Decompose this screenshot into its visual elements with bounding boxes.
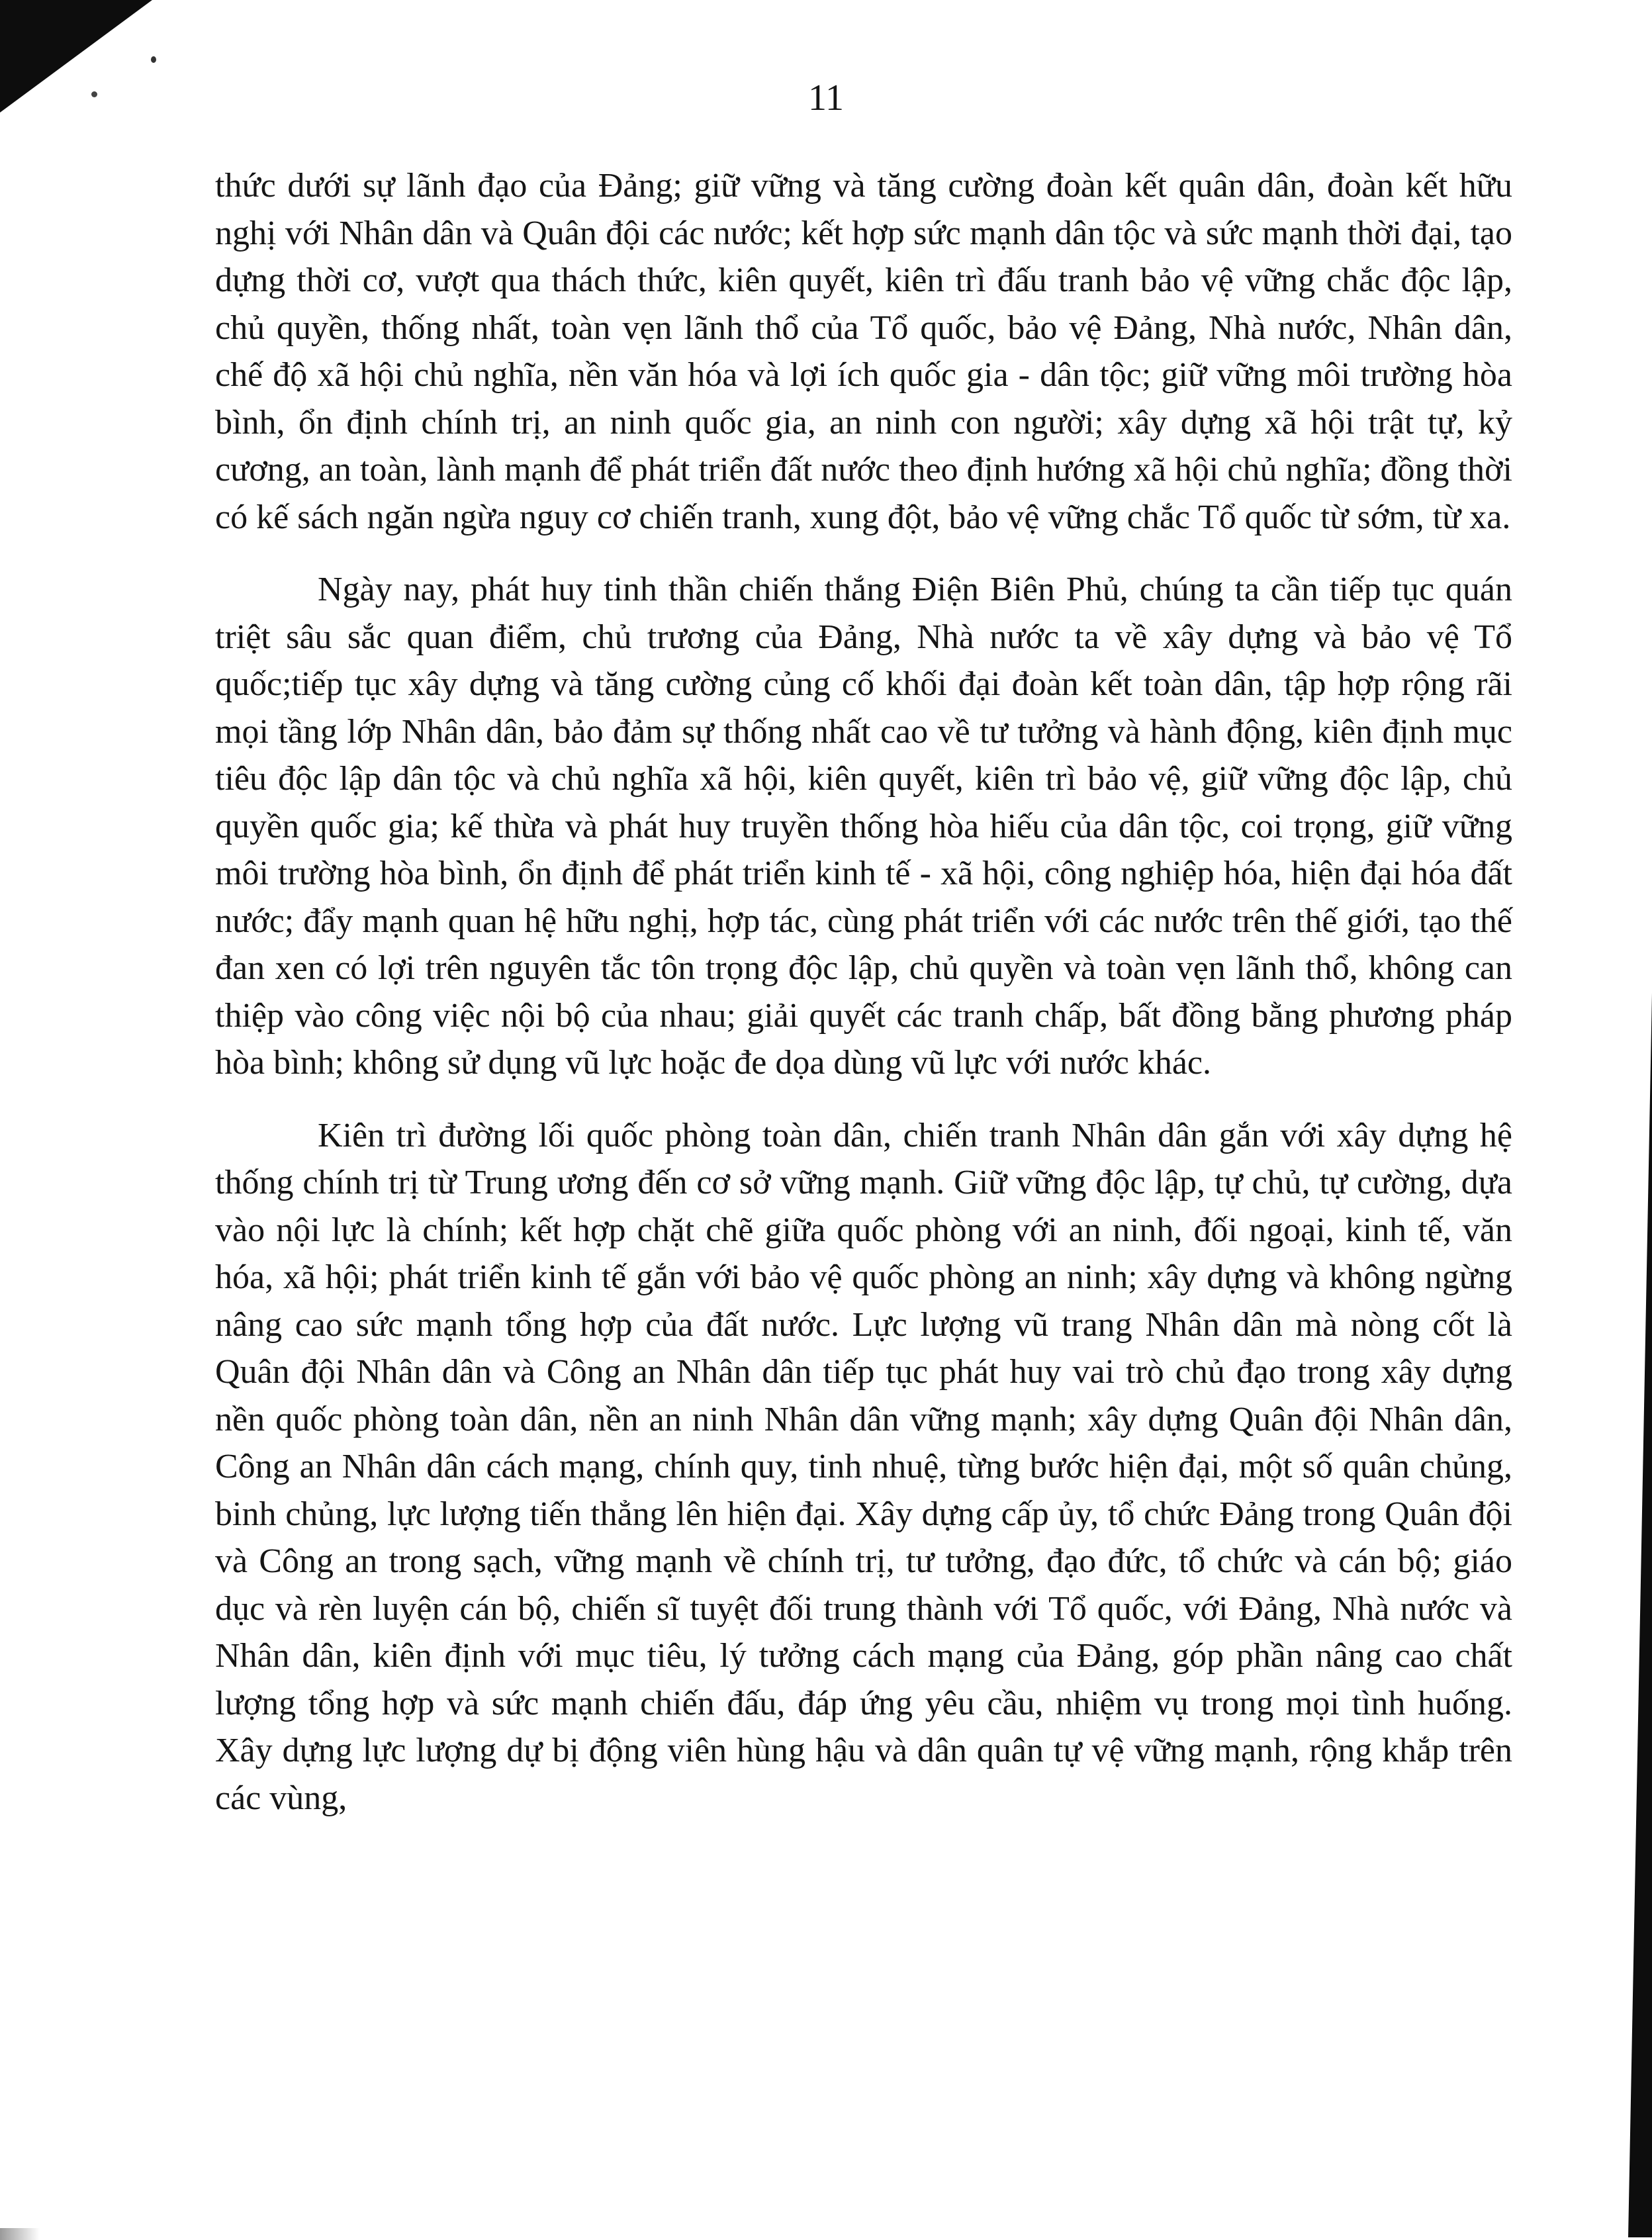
scan-speck (151, 56, 156, 63)
page-body (215, 162, 1512, 1822)
scan-edge-shadow (0, 2228, 40, 2240)
page-number: 11 (808, 77, 844, 118)
paragraph: Ngày nay, phát huy tinh thần chiến thắng Điện Biên Phủ, chúng ta cần tiếp tục quán triệt sâu sắc quan điểm, chủ trương của Đảng, Nhà nước ta về xây dựng và bảo vệ Tổ quốc;tiếp tục xây dựng và tăng cường củng cố khối đại đoàn kết toàn dân, tập hợp rộng rãi mọi tầng lớp Nhân dân, bảo đảm sự thống nhất cao về tư tưởng và hành động, kiên định mục tiêu độc lập dân tộc và chủ nghĩa xã hội, kiên quyết, kiên trì bảo vệ, giữ vững độc lập, chủ quyền quốc gia; kế thừa và phát huy truyền thống hòa hiếu của dân tộc, coi trọng, giữ vững môi trường hòa bình, ổn định để phát triển kinh tế - xã hội, công nghiệp hóa, hiện đại hóa đất nước; đẩy mạnh quan hệ hữu nghị, hợp tác, cùng phát triển với các nước trên thế giới, tạo thế đan xen có lợi trên nguyên tắc tôn trọng độc lập, chủ quyền và toàn vẹn lãnh thổ, không can thiệp vào công việc nội bộ của nhau; giải quyết các tranh chấp, bất đồng bằng phương pháp hòa bình; không sử dụng vũ lực hoặc đe dọa dùng vũ lực với nước khác. (215, 571, 1512, 1082)
paragraph: thức dưới sự lãnh đạo của Đảng; giữ vững và tăng cường đoàn kết quân dân, đoàn kết hữu nghị với Nhân dân và Quân đội các nước; kết hợp sức mạnh dân tộc và sức mạnh thời đại, tạo dựng thời cơ, vượt qua thách thức, kiên quyết, kiên trì đấu tranh bảo vệ vững chắc độc lập, chủ quyền, thống nhất, toàn vẹn lãnh thổ của Tổ quốc, bảo vệ Đảng, Nhà nước, Nhân dân, chế độ xã hội chủ nghĩa, nền văn hóa và lợi ích quốc gia - dân tộc; giữ vững môi trường hòa bình, ổn định chính trị, an ninh quốc gia, an ninh con người; xây dựng xã hội trật tự, kỷ cương, an toàn, lành mạnh để phát triển đất nước theo định hướng xã hội chủ nghĩa; đồng thời có kế sách ngăn ngừa nguy cơ chiến tranh, xung đột, bảo vệ vững chắc Tổ quốc từ sớm, từ xa. (215, 167, 1512, 536)
scan-edge-shadow (1628, 993, 1652, 2237)
paragraph: Kiên trì đường lối quốc phòng toàn dân, chiến tranh Nhân dân gắn với xây dựng hệ thống chính trị từ Trung ương đến cơ sở vững mạnh. Giữ vững độc lập, tự chủ, tự cường, dựa vào nội lực là chính; kết hợp chặt chẽ giữa quốc phòng với an ninh, đối ngoại, kinh tế, văn hóa, xã hội; phát triển kinh tế gắn với bảo vệ quốc phòng an ninh; xây dựng và không ngừng nâng cao sức mạnh tổng hợp của đất nước. Lực lượng vũ trang Nhân dân mà nòng cốt là Quân đội Nhân dân và Công an Nhân dân tiếp tục phát huy vai trò chủ đạo trong xây dựng nền quốc phòng toàn dân, nền an ninh Nhân dân vững mạnh; xây dựng Quân đội Nhân dân, Công an Nhân dân cách mạng, chính quy, tinh nhuệ, từng bước hiện đại, một số quân chủng, binh chủng, lực lượng tiến thẳng lên hiện đại. Xây dựng cấp ủy, tổ chức Đảng trong Quân đội và Công an trong sạch, vững mạnh về chính trị, tư tưởng, đạo đức, tổ chức và cán bộ; giáo dục và rèn luyện cán bộ, chiến sĩ tuyệt đối trung thành với Tổ quốc, với Đảng, Nhà nước và Nhân dân, kiên định với mục tiêu, lý tưởng cách mạng của Đảng, góp phần nâng cao chất lượng tổng hợp và sức mạnh chiến đấu, đáp ứng yêu cầu, nhiệm vụ trong mọi tình huống. Xây dựng lực lượng dự bị động viên hùng hậu và dân quân tự vệ vững mạnh, rộng khắp trên các vùng, (215, 1116, 1512, 1817)
